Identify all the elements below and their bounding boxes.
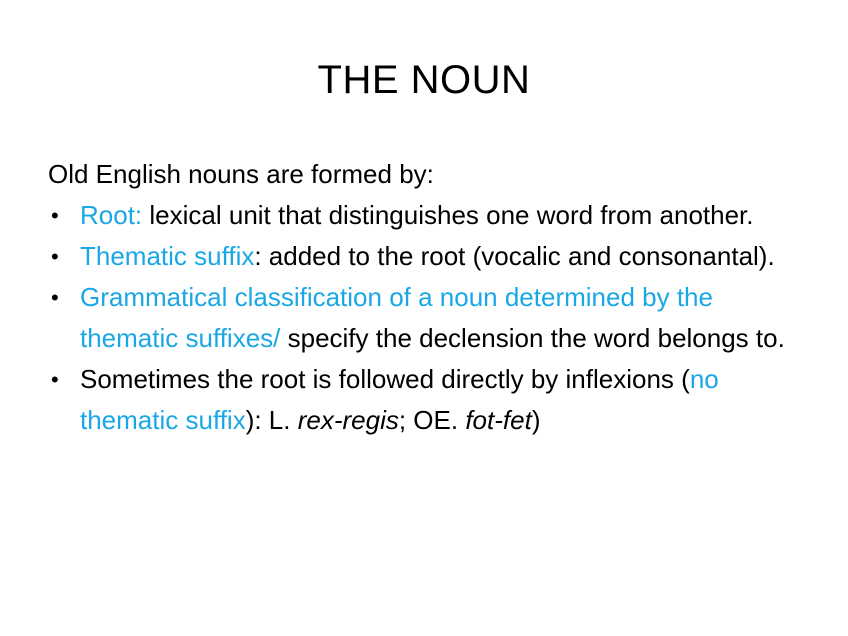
- slide-title: THE NOUN: [317, 58, 531, 102]
- text-mid-2: ; OE.: [398, 405, 466, 435]
- bullet-dot-icon: •: [51, 203, 59, 228]
- bullet-no-thematic-suffix: [48, 359, 808, 441]
- slide-body: [48, 154, 808, 441]
- bullet-dot-icon: •: [51, 367, 59, 392]
- text-mid: ): L.: [245, 405, 298, 435]
- definition-root: lexical unit that distinguishes one word from another.: [142, 200, 754, 230]
- term-grammatical-classification: Grammatical classification of a noun determined by the thematic suffixes/: [80, 282, 713, 353]
- intro-text: Old English nouns are formed by:: [48, 159, 434, 189]
- bullet-grammatical-classification: [48, 277, 808, 359]
- term-no-thematic-suffix: no thematic suffix: [80, 364, 719, 435]
- bullet-dot-icon: •: [51, 244, 59, 269]
- example-latin: rex-regis: [297, 405, 399, 435]
- term-thematic-suffix: Thematic suffix: [80, 241, 255, 271]
- bullet-list: [48, 195, 808, 441]
- bullet-thematic-suffix: [48, 236, 808, 277]
- definition-thematic-suffix: : added to the root (vocalic and consonantal).: [254, 241, 775, 271]
- bullet-dot-icon: •: [51, 285, 59, 310]
- definition-grammatical-classification: specify the declension the word belongs to.: [280, 323, 785, 353]
- example-old-english: fot-fet: [465, 405, 532, 435]
- text-before: Sometimes the root is followed directly by inflexions (: [80, 364, 690, 394]
- bullet-root: [48, 195, 808, 236]
- text-end: ): [531, 405, 541, 435]
- term-root: Root:: [80, 200, 143, 230]
